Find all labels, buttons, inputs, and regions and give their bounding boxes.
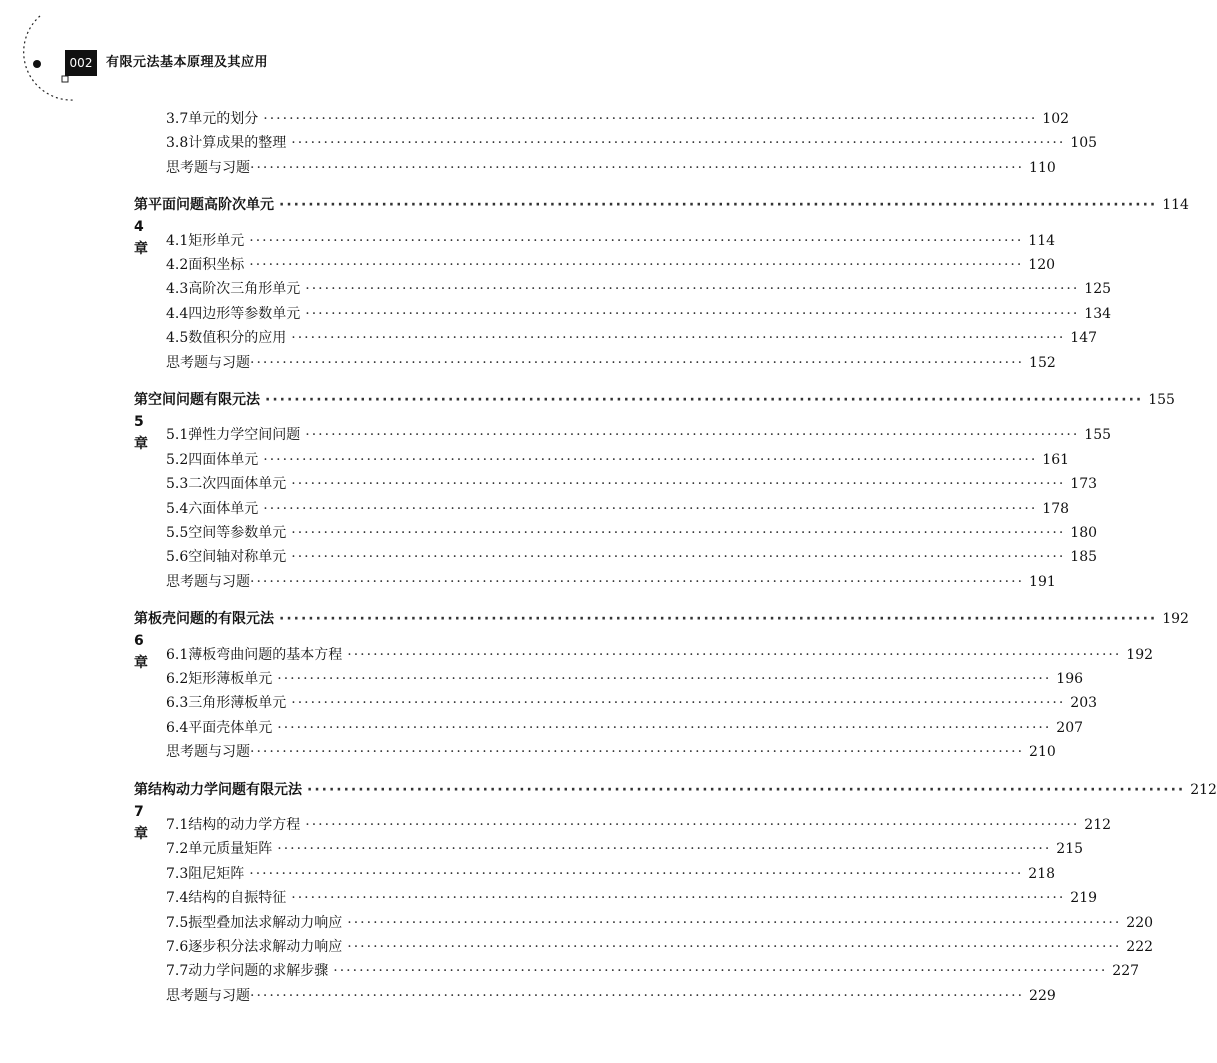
toc-title: 思考题与习题 (166, 744, 250, 761)
toc-number: 4.5 (166, 330, 189, 347)
leader-dots: ························································································································ (249, 865, 1024, 882)
toc-title: 思考题与习题 (166, 573, 250, 590)
leader-dots: ························································································································ (291, 135, 1066, 152)
toc-title: 结构动力学问题有限元法 (148, 781, 302, 798)
toc-page-number: 110 (1029, 159, 1056, 176)
page-number: 002 (65, 50, 97, 76)
toc-number: 7.4 (166, 890, 189, 907)
leader-dots: ························································································································ (305, 817, 1080, 833)
toc-title: 结构的自振特征 (188, 890, 287, 907)
toc-page-number: 219 (1070, 890, 1098, 907)
toc-number: 6.3 (166, 695, 189, 712)
toc-section-row[interactable] (166, 522, 1098, 544)
leader-dots: ························································································································ (277, 671, 1052, 687)
leader-dots: ························································································································ (250, 354, 1025, 371)
leader-dots: ························································································································ (291, 695, 1066, 712)
toc-title: 思考题与习题 (166, 159, 250, 176)
toc-title: 逐步积分法求解动力响应 (188, 939, 343, 955)
toc-section-row[interactable] (166, 108, 1070, 130)
toc-number: 第 6 章 (134, 611, 148, 672)
toc-number: 5.4 (166, 500, 189, 517)
toc-title: 四边形等参数单元 (188, 305, 301, 322)
toc-exercise-row[interactable] (166, 741, 1056, 763)
toc-number: 7.5 (166, 914, 189, 931)
leader-dots: ························································································································ (265, 392, 1144, 408)
leader-dots: ························································································································ (347, 939, 1122, 955)
leader-dots: ························································································································ (291, 476, 1066, 493)
toc-page-number: 218 (1028, 865, 1056, 882)
leader-dots: ························································································································ (347, 646, 1122, 663)
leader-dots: ························································································································ (291, 525, 1066, 541)
toc-page-number: 220 (1126, 914, 1154, 931)
toc-section-row[interactable] (166, 814, 1112, 836)
toc-number: 6.1 (166, 646, 189, 663)
toc-number: 第 5 章 (134, 392, 148, 452)
toc-number: 3.7 (166, 111, 189, 127)
toc-number: 第 4 章 (134, 197, 148, 258)
toc-section-row[interactable] (166, 449, 1070, 471)
toc-page-number: 210 (1029, 744, 1056, 761)
toc-section-row[interactable] (166, 838, 1084, 860)
leader-dots: ························································································································ (263, 500, 1038, 517)
toc-page-number: 227 (1112, 963, 1140, 980)
toc-page-number: 185 (1070, 549, 1098, 566)
toc-title: 弹性力学空间问题 (188, 427, 301, 444)
toc-title: 空间问题有限元法 (148, 392, 260, 408)
toc-title: 矩形薄板单元 (188, 671, 273, 687)
toc-page-number: 192 (1126, 646, 1154, 663)
toc-page-number: 178 (1042, 500, 1070, 517)
toc-section-row[interactable] (166, 327, 1098, 349)
toc-number: 5.6 (166, 549, 189, 566)
toc-number: 第 7 章 (134, 781, 148, 842)
toc-title: 板壳问题的有限元法 (148, 611, 274, 628)
toc-title: 空间轴对称单元 (188, 549, 287, 566)
leader-dots: ························································································································ (347, 914, 1122, 931)
toc-title: 单元的划分 (188, 111, 259, 127)
toc-section-row[interactable] (166, 254, 1056, 276)
toc-page-number: 152 (1029, 354, 1056, 371)
toc-number: 4.4 (166, 305, 189, 322)
toc-section-row[interactable] (166, 912, 1154, 934)
small-square (62, 76, 68, 82)
toc-page-number: 155 (1148, 392, 1175, 408)
leader-dots: ························································································································ (291, 330, 1066, 347)
toc-title: 空间等参数单元 (188, 525, 287, 541)
toc-title: 思考题与习题 (166, 987, 250, 1004)
toc-page-number: 207 (1056, 719, 1084, 736)
toc-number: 7.2 (166, 841, 189, 858)
leader-dots: ························································································································ (277, 719, 1052, 736)
leader-dots: ························································································································ (279, 197, 1158, 214)
toc-title: 平面壳体单元 (188, 719, 273, 736)
toc-section-row[interactable] (166, 863, 1056, 885)
toc-title: 四面体单元 (188, 451, 259, 468)
toc-section-row[interactable] (166, 960, 1140, 982)
toc-page-number: 173 (1070, 476, 1098, 493)
toc-page-number: 192 (1162, 611, 1189, 628)
toc-number: 5.2 (166, 451, 189, 468)
leader-dots: ························································································································ (333, 963, 1108, 980)
toc-title: 二次四面体单元 (188, 476, 287, 493)
toc-page-number: 114 (1028, 232, 1056, 249)
toc-title: 三角形薄板单元 (188, 695, 287, 712)
toc-page-number: 212 (1084, 817, 1112, 833)
leader-dots: ························································································································ (250, 159, 1025, 176)
toc-section-row[interactable] (166, 424, 1112, 446)
toc-title: 振型叠加法求解动力响应 (188, 914, 343, 931)
toc-title: 六面体单元 (188, 500, 259, 517)
toc-title: 思考题与习题 (166, 354, 250, 371)
toc-title: 结构的动力学方程 (188, 817, 301, 833)
leader-dots: ························································································································ (305, 305, 1080, 322)
toc-section-row[interactable] (166, 303, 1112, 325)
toc-number: 5.5 (166, 525, 189, 541)
toc-page-number: 105 (1070, 135, 1098, 152)
toc-page-number: 155 (1084, 427, 1112, 444)
toc-number: 6.4 (166, 719, 189, 736)
toc-title: 动力学问题的求解步骤 (188, 963, 329, 980)
leader-dots: ························································································································ (250, 744, 1025, 761)
toc-page-number: 203 (1070, 695, 1098, 712)
toc-title: 薄板弯曲问题的基本方程 (188, 646, 343, 663)
toc-number: 5.3 (166, 476, 189, 493)
toc-section-row[interactable] (166, 936, 1154, 958)
leader-dots: ························································································································ (305, 281, 1080, 298)
toc-number: 7.7 (166, 963, 189, 980)
toc-section-row[interactable] (166, 692, 1098, 714)
toc-title: 面积坐标 (188, 257, 245, 273)
leader-dots: ························································································································ (277, 841, 1052, 858)
toc-section-row[interactable] (166, 717, 1084, 739)
toc-section-row[interactable] (166, 887, 1098, 909)
toc-title: 平面问题高阶次单元 (148, 197, 274, 214)
leader-dots: ························································································································ (263, 451, 1038, 468)
leader-dots: ························································································································ (279, 611, 1158, 628)
toc-title: 矩形单元 (188, 232, 245, 249)
toc-number: 6.2 (166, 671, 189, 687)
toc-section-row[interactable] (166, 473, 1098, 495)
toc-page-number: 102 (1042, 111, 1070, 127)
leader-dots: ························································································································ (291, 549, 1066, 566)
leader-dots: ························································································································ (249, 257, 1024, 273)
toc-title: 阻尼矩阵 (188, 865, 245, 882)
leader-dots: ························································································································ (263, 111, 1038, 127)
toc-page-number: 215 (1056, 841, 1084, 858)
leader-dots: ························································································································ (307, 781, 1186, 798)
toc-section-row[interactable] (166, 498, 1070, 520)
toc-page-number: 180 (1070, 525, 1098, 541)
running-head-title: 有限元法基本原理及其应用 (106, 55, 269, 70)
toc-page-number: 191 (1029, 573, 1056, 590)
toc-number: 3.8 (166, 135, 189, 152)
toc-page-number: 229 (1029, 987, 1056, 1004)
leader-dots: ························································································································ (291, 890, 1066, 907)
toc-page-number: 120 (1028, 257, 1056, 273)
toc-page-number: 196 (1056, 671, 1084, 687)
toc-exercise-row[interactable] (166, 352, 1056, 374)
toc-exercise-row[interactable] (166, 985, 1056, 1007)
bullet-dot (33, 60, 41, 68)
leader-dots: ························································································································ (250, 987, 1025, 1004)
toc-number: 4.1 (166, 232, 189, 249)
toc-number: 5.1 (166, 427, 189, 444)
toc-number: 7.3 (166, 865, 189, 882)
toc-number: 4.3 (166, 281, 189, 298)
toc-exercise-row[interactable] (166, 157, 1056, 179)
toc-title: 高阶次三角形单元 (188, 281, 301, 298)
toc-number: 4.2 (166, 257, 189, 273)
toc-number: 7.1 (166, 817, 189, 833)
leader-dots: ························································································································ (305, 427, 1080, 444)
toc-section-row[interactable] (166, 230, 1056, 252)
leader-dots: ························································································································ (249, 232, 1024, 249)
toc-page-number: 212 (1190, 781, 1217, 798)
toc-section-row[interactable] (166, 644, 1154, 666)
toc-section-row[interactable] (166, 546, 1098, 568)
toc-section-row[interactable] (166, 132, 1098, 154)
toc-page-number: 147 (1070, 330, 1098, 347)
toc-page-number: 114 (1162, 197, 1189, 214)
toc-page-number: 134 (1084, 305, 1112, 322)
toc-title: 数值积分的应用 (188, 330, 287, 347)
leader-dots: ························································································································ (250, 573, 1025, 590)
toc-section-row[interactable] (166, 668, 1084, 690)
toc-page-number: 161 (1042, 451, 1070, 468)
toc-number: 7.6 (166, 939, 189, 955)
toc-page-number: 125 (1084, 281, 1112, 298)
toc-section-row[interactable] (166, 278, 1112, 300)
toc-title: 单元质量矩阵 (188, 841, 273, 858)
toc-exercise-row[interactable] (166, 571, 1056, 593)
toc-page-number: 222 (1126, 939, 1154, 955)
toc-title: 计算成果的整理 (188, 135, 287, 152)
